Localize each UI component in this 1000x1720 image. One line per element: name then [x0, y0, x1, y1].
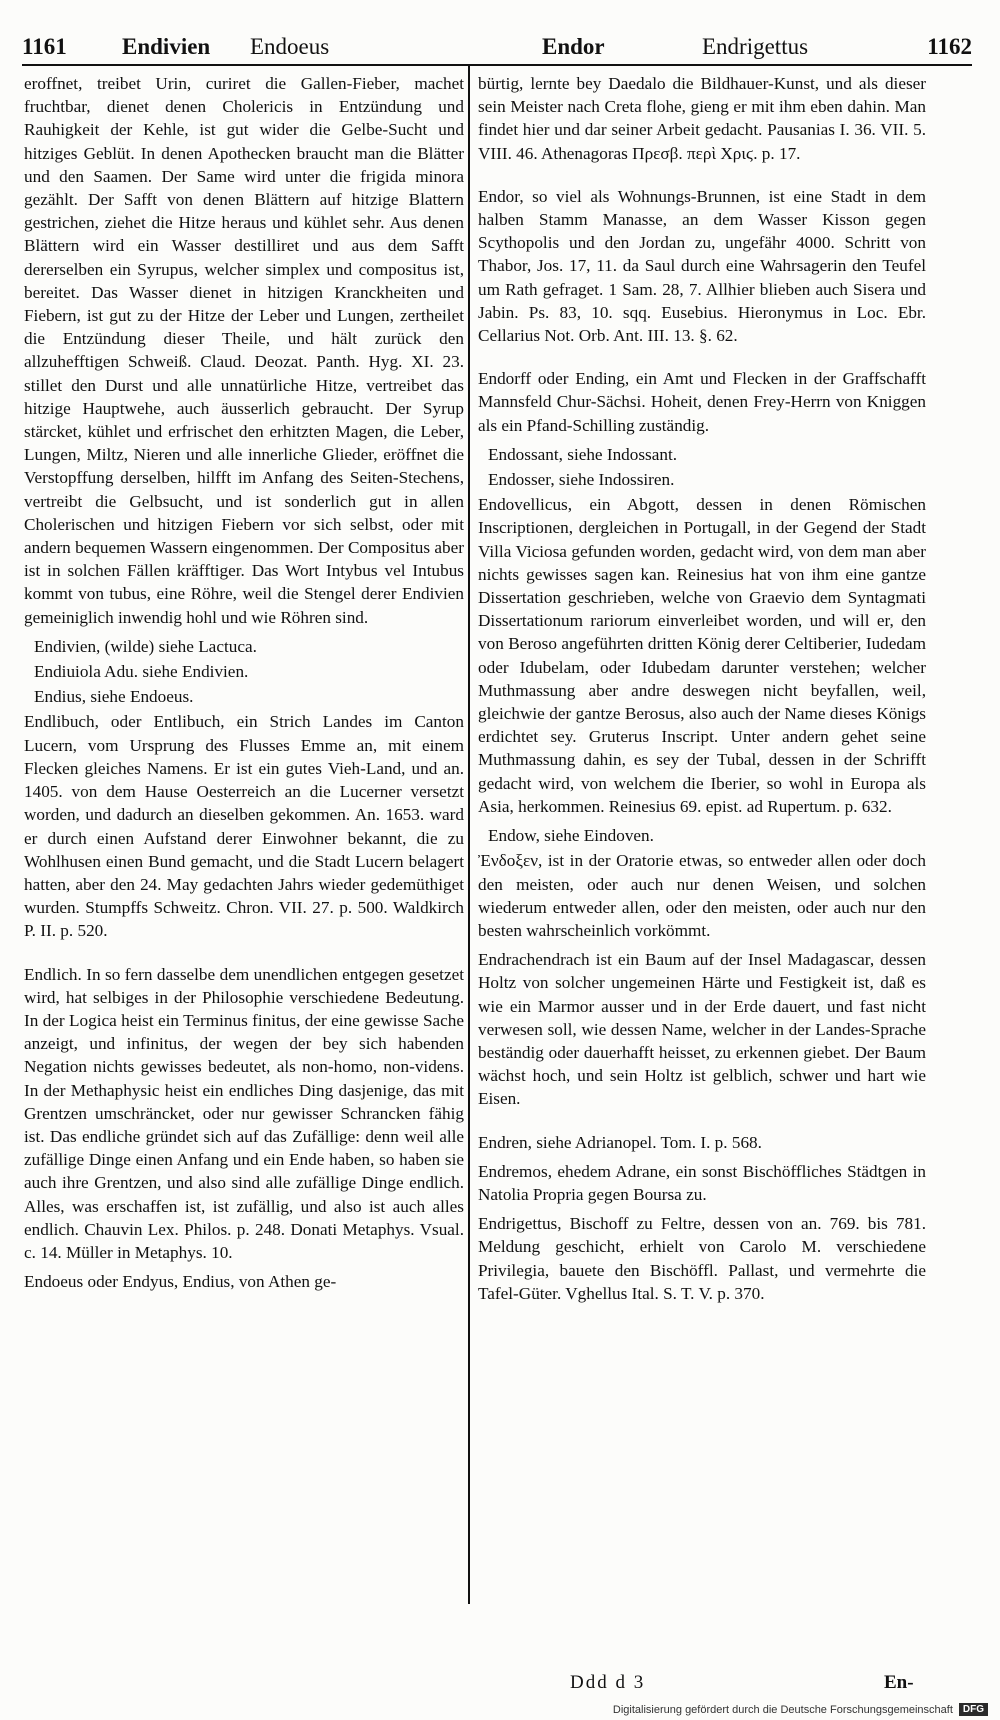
head-word-right-2: Endrigettus — [702, 34, 809, 59]
page-number-right: 1162 — [927, 34, 972, 59]
dfg-logo: DFG — [959, 1703, 988, 1716]
head-word-right-1: Endor — [542, 34, 605, 59]
entry-endivien-wilde: Endivien, (wilde) siehe Lactuca. — [34, 636, 257, 656]
entry-endrigettus: Endrigettus, Bischoff zu Feltre, dessen von an. 769. bis 781. Meldung geschicht, erhielt von Carolo M. verschiedene Privilegia, bauete den Bischöffl. Pallast, und vermehrte die Tafel-Güter. Vghellus Ital. S. T. V. p. 370. — [478, 1214, 926, 1303]
head-word-left-1: Endivien — [122, 34, 211, 59]
entry-endren: Endren, siehe Adrianopel. Tom. I. p. 568. — [478, 1132, 762, 1152]
catchword: En- — [884, 1672, 914, 1693]
entry-endossant: Endossant, siehe Indossant. — [488, 444, 678, 464]
entry-endovellicus: Endovellicus, ein Abgott, dessen in denen Römischen Inscriptionen, dergleichen in Portugall, in der Gegend der Stadt Villa Viciosa gefunden worden, gedacht wird, von dem man aber nichts gewisses sagen kan. Reinesius hat von ihm eine gantze Dissertation geschrieben, welche von Graevio dem Syntagmati Dissertationum rariorum einverleibet worden, und will er, den von Beroso angeführten dritten König derer Celtiberier, Iudedam oder Idubelam, oder Idubedam darunter verstehen; welcher Muthmassung aber andre deswegen nicht beyfallen, weil, gleichwie der gantze Berosus, also auch der Name dieses Königs erdichtet sey. Gruterus Inscript. Unter andern gehet seine Muthmassung dahin, es sey der Tubal, dessen in der Schrifft gedacht wird, von welchem die Iberier, so wohl in Europa als Asia, herkommen. Reinesius 69. epist. ad Rupertum. p. 632. — [478, 495, 926, 816]
entry-endoeus: Endoeus oder Endyus, Endius, von Athen ge- — [24, 1272, 337, 1292]
entry-endow: Endow, siehe Eindoven. — [488, 826, 654, 846]
column-divider — [468, 64, 470, 1604]
entry-endivien-cont: eroffnet, treibet Urin, curiret die Gallen-Fieber, machet fruchtbar, dienet denen Cholericis in Entzündung und Rauhigkeit der Kehle, ist gut wider die Gelbe-Sucht und hitziges Geblüt. In denen Apothecken braucht man die Blätter und den Saamen. Der Same wird unter die frigida minora gezählt. Der Safft von denen Blättern auf hitzige Blattern gestrichen, ziehet die Hitze heraus und kühlet sehr. Aus denen Blättern wird ein Wasser destilliret und aus dem Safft dererselben ein Syrupus, welcher simplex und compositus ist, bereitet. Das Wasser dienet in hitzigen Kranckheiten und Fiebern, ist gut zu der Hitze der Leber und Lungen, zertheilet die Entzündung dieser Theile, und hält zurück den allzuhefftigen Schweiß. Claud. Deozat. Panth. Hyg. XI. 23. stillet den Durst und alle unnatürliche Hitze, vertreibet das hitzige Hauptwehe, auch äusserlich gebraucht. Der Syrup stärcket, kühlet und erfrischet den erhitzten Magen, die Leber, Lungen, Miltz, Nieren und alle innerliche Glieder, eröffnet die Verstopffung derselben, hilfft im Anfang des Seiten-Stechens, vertreibt die Gelbsucht, und ist sonderlich gut in allen Cholerischen und hitzigen Fiebern vor sich selbst, oder mit andern bequemen Wassern eingenommen. Der Compositus aber ist in solchen Fällen kräfftiger. Das Wort Intybus vel Intubus kommt von tubus, eine Röhre, weil die Stengel derer Endivien gemeiniglich inwendig hohl und wie Röhren sind. — [24, 74, 464, 627]
running-header — [22, 30, 972, 64]
right-column — [478, 72, 926, 1311]
entry-endoxen: Ἐνδοξεν, ist in der Oratorie etwas, so entweder allen oder doch den meisten, oder auch nur denen Weisen, und solchen wiederum entweder allen, oder den meisten, oder auch nur den besten wahrscheinlich vorkömmt. — [478, 851, 926, 940]
entry-endrachendrach: Endrachendrach ist ein Baum auf der Insel Madagascar, dessen Holtz von solcher ungemeinen Härte und Festigkeit ist, daß es wie ein Marmor ausser und in der Erde dauert, und fast nicht verwesen soll, wie dessen Name, welcher in der Landes-Sprache beständig oder dauerhafft heisset, zu erkennen giebet. Der Baum wächst hoch, und sein Holtz ist gelblich, schwer und hart wie Eisen. — [478, 950, 926, 1109]
entry-endlich: Endlich. In so fern dasselbe dem unendlichen entgegen gesetzet wird, hat selbiges in der Philosophie verschiedene Bedeutung. In der Logica heist ein Terminus finitus, der eine gewisse Sache anzeigt, und infinitus, der wegen der bey sich habenden Negation nichts gewisses bedeutet, als non-homo, non-videns. In der Methaphysic heist ein endliches Ding dasjenige, das mit Grentzen umschräncket, oder nur gewisser Schrancken fähig ist. Das endliche gründet sich auf das Zufällige: denn weil alle zufällige Dinge einen Anfang und ein Ende haben, so haben sie auch ihre Grentzen, und also sind alle zufällige Dinge endlich. Alles, was erschaffen ist, ist zufällig, und also ist auch alles endlich. Chauvin Lex. Philos. p. 248. Donati Metaphys. Vsual. c. 14. Müller in Metaphys. 10. — [24, 964, 464, 1262]
header-rule — [22, 64, 972, 66]
entry-endlibuch: Endlibuch, oder Entlibuch, ein Strich Landes im Canton Lucern, vom Ursprung des Flusses Emme an, mit einem Flecken gleiches Namens. Er ist ein gutes Vieh-Land, und an. 1405. von dem Hause Oesterreich an die Lucerner versetzt worden, und dadurch an dieselben gekommen. An. 1653. ward er durch einen Aufstand derer Einwohner bekannt, die zu Wohlhusen einen Bund gemacht, und die Stadt Lucern belagert hatten, aber den 24. May gedachten Jahrs wieder gedemüthiget wurden. Stumpffs Schweitz. Chron. VII. 27. p. 500. Waldkirch P. II. p. 520. — [24, 712, 464, 941]
entry-endor: Endor, so viel als Wohnungs-Brunnen, ist eine Stadt in dem halben Stamm Manasse, an dem Wasser Kisson gegen Scythopolis und den Jordan zu, ungefähr 4000. Schritt von Thabor, Jos. 17, 11. da Saul durch eine Wahrsagerin den Teufel um Rath gefraget. 1 Sam. 28, 7. Allhier blieben auch Sisera und Jabin. Ps. 83, 10. sqq. Eusebius. Hieronymus in Loc. Ebr. Cellarius Not. Orb. Ant. III. 13. §. 62. — [478, 186, 926, 346]
entry-endorff: Endorff oder Ending, ein Amt und Flecken in der Graffschafft Mannsfeld Chur-Sächsi. Hoheit, denen Frey-Herrn von Kniggen als ein Pfand-Schilling zuständig. — [478, 369, 926, 435]
entry-endiuiola: Endiuiola Adu. siehe Endivien. — [34, 662, 249, 682]
entry-endoeus-cont: bürtig, lernte bey Daedalo die Bildhauer-Kunst, und als dieser sein Meister nach Creta flohe, gieng er mit ihm eben dahin. Man findet hier und dar seiner Arbeit gedacht. Pausanias I. 36. VII. 5. VIII. 46. Athenagoras Πρεσβ. περὶ Χριϛ. p. 17. — [478, 74, 926, 163]
entry-endius: Endius, siehe Endoeus. — [34, 687, 194, 707]
entry-endosser: Endosser, siehe Indossiren. — [488, 470, 675, 490]
page-number-left: 1161 — [22, 34, 67, 59]
signature-mark: Ddd d 3 — [570, 1672, 646, 1693]
digitization-footer — [613, 1703, 988, 1716]
left-column — [24, 72, 464, 1299]
head-word-left-2: Endoeus — [250, 34, 330, 59]
footer-credit: Digitalisierung gefördert durch die Deutsche Forschungsgemeinschaft — [612, 1703, 953, 1716]
entry-endremos: Endremos, ehedem Adrane, ein sonst Bischöffliches Städtgen in Natolia Propria gegen Boursa zu. — [478, 1161, 926, 1204]
